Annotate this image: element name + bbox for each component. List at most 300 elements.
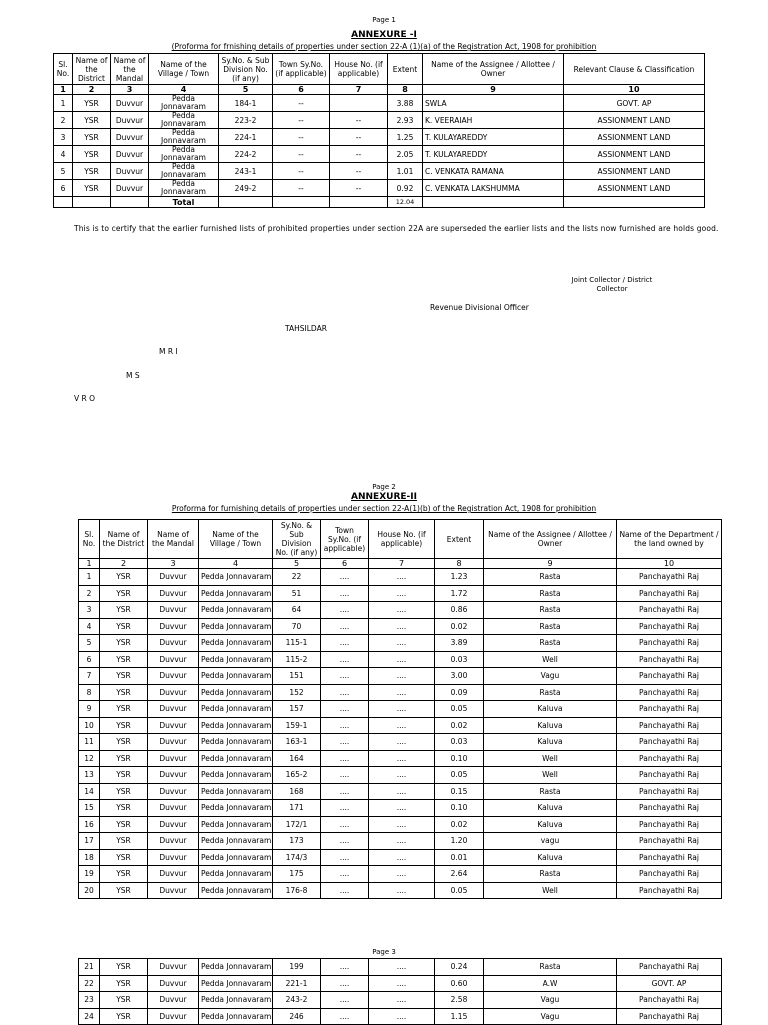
table-cell: 1 <box>79 569 100 586</box>
table-cell: 11 <box>79 734 100 751</box>
table-cell: K. VEERAIAH <box>423 112 564 129</box>
annexure-1-subtitle: (Proforma for frnishing details of properties under section 22-A (1)(a) of the Registration Act, 1908 for prohibition <box>171 42 597 51</box>
table-cell: 1.01 <box>388 163 423 180</box>
table-cell: 2.93 <box>388 112 423 129</box>
table-row <box>54 112 705 129</box>
table-cell: 2.64 <box>435 866 484 883</box>
table-cell: .... <box>369 975 435 992</box>
total-label: Total <box>149 197 219 208</box>
column-header: Name of the Assignee / Allottee / Owner <box>423 54 564 85</box>
table-cell: Pedda Jonnavaram <box>199 635 273 652</box>
table-cell: YSR <box>100 569 148 586</box>
table-cell: 64 <box>273 602 321 619</box>
table-cell: .... <box>369 959 435 976</box>
table-cell: Pedda Jonnavaram <box>199 975 273 992</box>
column-header: Town Sy.No. (if applicable) <box>321 520 369 559</box>
table-cell: 0.10 <box>435 750 484 767</box>
table-cell: 4 <box>149 85 219 95</box>
table-cell: Kaluva <box>484 717 617 734</box>
table-cell <box>564 197 705 208</box>
table-cell: Pedda Jonnavaram <box>199 585 273 602</box>
table-cell: C. VENKATA RAMANA <box>423 163 564 180</box>
table-cell: Pedda Jonnavaram <box>199 849 273 866</box>
table-cell: Rasta <box>484 618 617 635</box>
table-cell: ASSIONMENT LAND <box>564 112 705 129</box>
table-cell: 6 <box>321 559 369 569</box>
table-cell: 0.03 <box>435 651 484 668</box>
table-row <box>79 585 722 602</box>
table-cell: YSR <box>100 1008 148 1025</box>
table-cell: Kaluva <box>484 816 617 833</box>
table-row <box>54 163 705 180</box>
table-cell: Duvvur <box>111 146 149 163</box>
column-header: Name of the Mandal <box>111 54 149 85</box>
table-cell: Duvvur <box>111 95 149 112</box>
table-cell: .... <box>321 800 369 817</box>
table-cell: Duvvur <box>148 618 199 635</box>
table-cell: 0.05 <box>435 701 484 718</box>
table-cell: Duvvur <box>148 668 199 685</box>
table-cell: Duvvur <box>148 833 199 850</box>
table-cell: Pedda Jonnavaram <box>199 1008 273 1025</box>
table-cell: 21 <box>79 959 100 976</box>
table-cell: 152 <box>273 684 321 701</box>
table-cell: Pedda Jonnavaram <box>199 992 273 1009</box>
table-cell: Panchayathi Raj <box>617 618 722 635</box>
table-cell: YSR <box>73 180 111 197</box>
table-cell: .... <box>369 882 435 899</box>
table-row <box>54 129 705 146</box>
table-row <box>54 95 705 112</box>
table-cell: 3 <box>111 85 149 95</box>
table-cell: Kaluva <box>484 800 617 817</box>
annexure-2-table <box>78 519 722 899</box>
table-cell: -- <box>273 146 330 163</box>
table-cell: Kaluva <box>484 701 617 718</box>
table-cell: Duvvur <box>148 717 199 734</box>
column-header: Relevant Clause & Classification <box>564 54 705 85</box>
table-row <box>79 635 722 652</box>
table-row <box>79 668 722 685</box>
table-row <box>79 866 722 883</box>
table-cell: .... <box>369 800 435 817</box>
table-cell: Panchayathi Raj <box>617 849 722 866</box>
table-cell: 17 <box>79 833 100 850</box>
table-cell: 0.05 <box>435 767 484 784</box>
table-cell: .... <box>369 734 435 751</box>
table-cell: 9 <box>79 701 100 718</box>
table-cell: Pedda Jonnavaram <box>199 882 273 899</box>
table-cell: -- <box>330 163 388 180</box>
column-header: Sy.No. & Sub Division No. (if any) <box>219 54 273 85</box>
table-cell: Pedda Jonnavaram <box>199 750 273 767</box>
table-cell: YSR <box>100 816 148 833</box>
table-cell: Pedda Jonnavaram <box>199 569 273 586</box>
table-cell: .... <box>369 569 435 586</box>
table-row <box>79 618 722 635</box>
table-row <box>79 816 722 833</box>
table-cell: 0.24 <box>435 959 484 976</box>
table-cell <box>111 197 149 208</box>
table-cell: 224-1 <box>219 129 273 146</box>
table-cell: .... <box>321 767 369 784</box>
table-cell: .... <box>321 569 369 586</box>
table-cell: 5 <box>54 163 73 180</box>
column-header: Extent <box>435 520 484 559</box>
table-cell: .... <box>369 1008 435 1025</box>
table-cell: Duvvur <box>148 959 199 976</box>
column-header: Name of the Village / Town <box>199 520 273 559</box>
table-cell: 5 <box>79 635 100 652</box>
table-cell: 22 <box>79 975 100 992</box>
table-cell: .... <box>321 717 369 734</box>
table-cell: .... <box>321 816 369 833</box>
table-cell: YSR <box>100 585 148 602</box>
table-cell: 2 <box>54 112 73 129</box>
table-cell: 23 <box>79 992 100 1009</box>
table-row <box>79 717 722 734</box>
total-value: 12.04 <box>388 197 423 208</box>
table-cell: ASSIONMENT LAND <box>564 163 705 180</box>
table-row <box>79 992 722 1009</box>
column-header: Sy.No. & Sub Division No. (if any) <box>273 520 321 559</box>
table-cell <box>273 197 330 208</box>
table-cell: 8 <box>388 85 423 95</box>
table-cell: 12 <box>79 750 100 767</box>
table-cell: 3.00 <box>435 668 484 685</box>
table-cell: .... <box>321 734 369 751</box>
table-cell: .... <box>369 668 435 685</box>
table-cell: 0.60 <box>435 975 484 992</box>
table-cell: .... <box>321 833 369 850</box>
table-cell: ASSIONMENT LAND <box>564 180 705 197</box>
table-cell: 4 <box>199 559 273 569</box>
table-row <box>79 684 722 701</box>
table-cell: Duvvur <box>111 129 149 146</box>
table-cell: 22 <box>273 569 321 586</box>
table-cell <box>423 197 564 208</box>
table-cell: -- <box>330 112 388 129</box>
column-header: Sl. No. <box>54 54 73 85</box>
table-cell: YSR <box>100 767 148 784</box>
table-cell: 0.10 <box>435 800 484 817</box>
table-cell: 6 <box>273 85 330 95</box>
table-row <box>79 651 722 668</box>
table-cell: 0.02 <box>435 816 484 833</box>
table-cell: A.W <box>484 975 617 992</box>
table-cell: 3 <box>79 602 100 619</box>
table-cell: .... <box>369 833 435 850</box>
table-cell: Duvvur <box>148 701 199 718</box>
table-cell: Panchayathi Raj <box>617 833 722 850</box>
table-cell: 16 <box>79 816 100 833</box>
table-cell: GOVT. AP <box>617 975 722 992</box>
table-cell: 5 <box>273 559 321 569</box>
table-cell <box>330 197 388 208</box>
table-cell: .... <box>321 882 369 899</box>
table-cell: 5 <box>219 85 273 95</box>
table-cell: YSR <box>100 668 148 685</box>
table-cell: YSR <box>73 146 111 163</box>
table-cell: Well <box>484 651 617 668</box>
page-3-body <box>79 959 722 1025</box>
table-cell: 0.02 <box>435 618 484 635</box>
table-row <box>79 833 722 850</box>
table-cell: 1 <box>79 559 100 569</box>
table-cell: 24 <box>79 1008 100 1025</box>
table-cell: 1 <box>54 95 73 112</box>
table-cell: 0.02 <box>435 717 484 734</box>
annexure-1-header-row <box>54 54 705 85</box>
table-cell: Rasta <box>484 866 617 883</box>
table-cell: Pedda Jonnavaram <box>149 95 219 112</box>
table-cell: 8 <box>79 684 100 701</box>
table-cell: Duvvur <box>148 585 199 602</box>
table-cell: 246 <box>273 1008 321 1025</box>
table-cell: Panchayathi Raj <box>617 959 722 976</box>
table-cell: T. KULAYAREDDY <box>423 129 564 146</box>
table-cell: .... <box>321 701 369 718</box>
table-cell: 10 <box>79 717 100 734</box>
table-cell: YSR <box>73 112 111 129</box>
table-cell: YSR <box>100 783 148 800</box>
table-cell: 165-2 <box>273 767 321 784</box>
table-cell: Duvvur <box>111 163 149 180</box>
table-cell: 10 <box>617 559 722 569</box>
table-cell: 174/3 <box>273 849 321 866</box>
table-cell: Rasta <box>484 569 617 586</box>
table-row <box>54 146 705 163</box>
table-cell: .... <box>321 668 369 685</box>
table-row <box>79 701 722 718</box>
table-cell: 6 <box>79 651 100 668</box>
table-cell: Panchayathi Raj <box>617 635 722 652</box>
table-cell: 7 <box>330 85 388 95</box>
table-cell: Rasta <box>484 602 617 619</box>
table-cell: Panchayathi Raj <box>617 651 722 668</box>
table-cell: Duvvur <box>148 750 199 767</box>
table-cell: 3 <box>148 559 199 569</box>
table-cell: .... <box>369 585 435 602</box>
table-cell: YSR <box>100 882 148 899</box>
table-row <box>79 569 722 586</box>
table-cell: 168 <box>273 783 321 800</box>
table-cell: 115-2 <box>273 651 321 668</box>
table-cell: 115-1 <box>273 635 321 652</box>
table-cell: 2 <box>100 559 148 569</box>
table-cell: 172/1 <box>273 816 321 833</box>
table-cell: 199 <box>273 959 321 976</box>
table-cell: Panchayathi Raj <box>617 816 722 833</box>
annexure-2-title: ANNEXURE-II <box>351 492 417 502</box>
table-cell: YSR <box>100 992 148 1009</box>
table-cell: Pedda Jonnavaram <box>199 734 273 751</box>
table-cell: .... <box>321 684 369 701</box>
table-cell: YSR <box>100 651 148 668</box>
column-header: House No. (if applicable) <box>330 54 388 85</box>
column-header: Name of the Department / the land owned by <box>617 520 722 559</box>
table-cell: YSR <box>100 959 148 976</box>
column-header: Name of the Assignee / Allottee / Owner <box>484 520 617 559</box>
table-cell: SWLA <box>423 95 564 112</box>
table-cell: 249-2 <box>219 180 273 197</box>
table-cell: 3.89 <box>435 635 484 652</box>
table-cell: Pedda Jonnavaram <box>199 701 273 718</box>
table-cell: 0.05 <box>435 882 484 899</box>
table-cell: 1.25 <box>388 129 423 146</box>
table-row <box>79 750 722 767</box>
table-row <box>79 602 722 619</box>
table-cell: Pedda Jonnavaram <box>199 651 273 668</box>
table-cell: Rasta <box>484 585 617 602</box>
table-cell: 176-8 <box>273 882 321 899</box>
table-cell: YSR <box>100 800 148 817</box>
table-cell <box>330 95 388 112</box>
table-cell: 9 <box>423 85 564 95</box>
table-cell: 9 <box>484 559 617 569</box>
table-cell: Kaluva <box>484 849 617 866</box>
table-cell: .... <box>369 701 435 718</box>
table-cell: 3.88 <box>388 95 423 112</box>
table-cell: Rasta <box>484 684 617 701</box>
table-cell: -- <box>273 163 330 180</box>
table-cell: Pedda Jonnavaram <box>199 618 273 635</box>
table-cell: 10 <box>564 85 705 95</box>
table-cell: YSR <box>100 734 148 751</box>
table-cell: .... <box>369 651 435 668</box>
table-cell: 151 <box>273 668 321 685</box>
page-number-3: Page 3 <box>372 948 396 956</box>
table-row <box>79 800 722 817</box>
table-cell: 0.09 <box>435 684 484 701</box>
table-cell: Rasta <box>484 959 617 976</box>
table-cell: YSR <box>100 684 148 701</box>
table-cell: YSR <box>100 701 148 718</box>
table-cell: Pedda Jonnavaram <box>149 129 219 146</box>
table-cell: Vagu <box>484 992 617 1009</box>
table-cell: 1 <box>54 85 73 95</box>
table-cell: .... <box>321 585 369 602</box>
table-row <box>79 849 722 866</box>
table-cell: Duvvur <box>148 816 199 833</box>
table-cell: .... <box>369 618 435 635</box>
page-number-1: Page 1 <box>372 16 396 24</box>
table-cell: 243-1 <box>219 163 273 180</box>
table-cell: .... <box>321 618 369 635</box>
table-cell: GOVT. AP <box>564 95 705 112</box>
signature-rdo: Revenue Divisional Officer <box>430 303 529 312</box>
table-cell: Panchayathi Raj <box>617 783 722 800</box>
table-cell: Duvvur <box>148 602 199 619</box>
table-cell: YSR <box>100 618 148 635</box>
column-header: House No. (if applicable) <box>369 520 435 559</box>
table-cell: 8 <box>435 559 484 569</box>
table-cell: 14 <box>79 783 100 800</box>
table-cell: -- <box>330 146 388 163</box>
table-cell: Panchayathi Raj <box>617 585 722 602</box>
table-cell: Vagu <box>484 668 617 685</box>
column-header: Town Sy.No. (if applicable) <box>273 54 330 85</box>
table-cell: Rasta <box>484 635 617 652</box>
table-cell: C. VENKATA LAKSHUMMA <box>423 180 564 197</box>
table-cell: Panchayathi Raj <box>617 734 722 751</box>
table-cell: 1.20 <box>435 833 484 850</box>
table-cell: Panchayathi Raj <box>617 602 722 619</box>
table-cell: 4 <box>79 618 100 635</box>
table-cell: Panchayathi Raj <box>617 717 722 734</box>
table-cell: Pedda Jonnavaram <box>149 112 219 129</box>
table-cell: Rasta <box>484 783 617 800</box>
table-cell: Duvvur <box>148 975 199 992</box>
table-cell: T. KULAYAREDDY <box>423 146 564 163</box>
table-cell: .... <box>321 849 369 866</box>
certificate-text: This is to certify that the earlier furnished lists of prohibited properties under section 22A are superseded the earlier lists and the lists now furnished are holds good. <box>74 224 719 233</box>
table-cell: Duvvur <box>148 734 199 751</box>
table-cell: YSR <box>100 717 148 734</box>
table-cell: .... <box>369 783 435 800</box>
table-cell: YSR <box>100 849 148 866</box>
table-cell: 171 <box>273 800 321 817</box>
table-row <box>79 1008 722 1025</box>
table-cell: Pedda Jonnavaram <box>199 866 273 883</box>
table-cell: Pedda Jonnavaram <box>199 717 273 734</box>
table-cell: 20 <box>79 882 100 899</box>
table-cell: Duvvur <box>148 684 199 701</box>
signature-joint-collector: Joint Collector / District Collector <box>571 276 653 292</box>
table-cell: Panchayathi Raj <box>617 992 722 1009</box>
signature-vro: V R O <box>74 394 96 403</box>
table-cell: 0.01 <box>435 849 484 866</box>
table-cell: 2 <box>79 585 100 602</box>
table-cell: Pedda Jonnavaram <box>199 783 273 800</box>
table-cell: 0.86 <box>435 602 484 619</box>
table-cell: .... <box>369 767 435 784</box>
table-cell: -- <box>330 180 388 197</box>
table-cell: Panchayathi Raj <box>617 684 722 701</box>
annexure-2-header-row <box>79 520 722 559</box>
table-cell: .... <box>369 602 435 619</box>
table-cell: Panchayathi Raj <box>617 701 722 718</box>
table-cell: 159-1 <box>273 717 321 734</box>
table-cell: 224-2 <box>219 146 273 163</box>
table-cell: YSR <box>100 750 148 767</box>
table-row <box>79 783 722 800</box>
column-header: Extent <box>388 54 423 85</box>
annexure-1-body <box>54 85 705 208</box>
table-cell <box>54 197 73 208</box>
column-header: Sl. No. <box>79 520 100 559</box>
page-number-2: Page 2 <box>372 483 396 491</box>
table-cell: Duvvur <box>148 800 199 817</box>
table-cell: Duvvur <box>148 849 199 866</box>
table-cell: 157 <box>273 701 321 718</box>
table-cell: Pedda Jonnavaram <box>199 816 273 833</box>
table-cell: Pedda Jonnavaram <box>199 833 273 850</box>
table-cell: Duvvur <box>148 882 199 899</box>
table-cell: 175 <box>273 866 321 883</box>
table-cell: Duvvur <box>148 783 199 800</box>
table-cell: Pedda Jonnavaram <box>199 684 273 701</box>
table-cell: .... <box>369 635 435 652</box>
table-cell: 223-2 <box>219 112 273 129</box>
column-number-row <box>79 559 722 569</box>
table-cell: Duvvur <box>148 767 199 784</box>
table-cell: -- <box>273 129 330 146</box>
table-cell <box>219 197 273 208</box>
table-cell: YSR <box>73 95 111 112</box>
annexure-2-subtitle: Proforma for furnishing details of properties under section 22-A(1)(b) of the Registration Act, 1908 for prohibition <box>171 504 597 513</box>
table-cell: Duvvur <box>111 180 149 197</box>
